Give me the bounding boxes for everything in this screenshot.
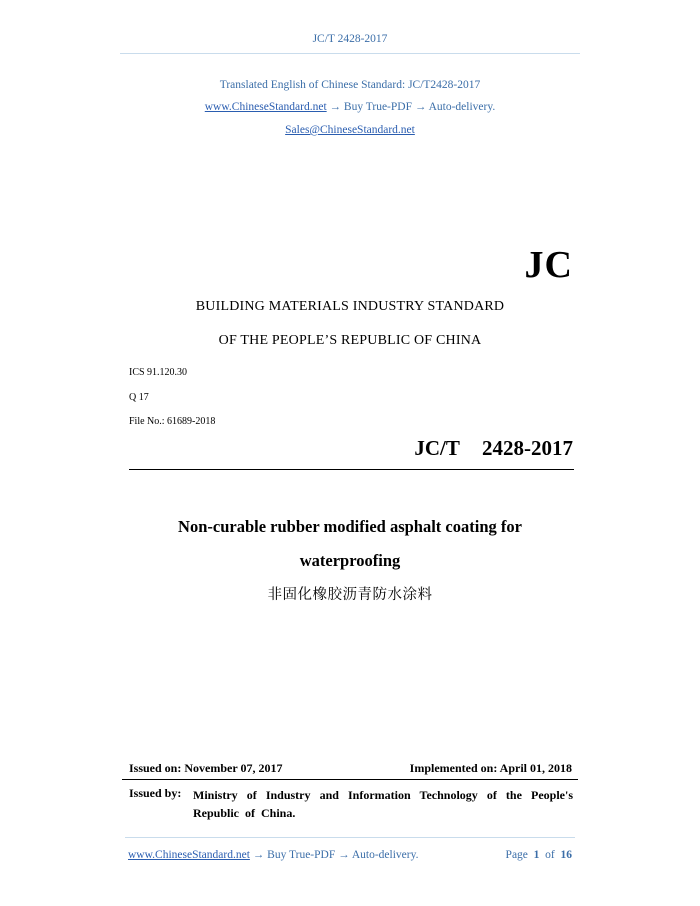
email-line [0, 124, 700, 136]
standard-code-mark: JC [524, 244, 573, 286]
page-current: 1 [533, 849, 540, 861]
page-total: 16 [560, 849, 572, 861]
page-of: of [545, 849, 555, 861]
footer-link-line [128, 849, 418, 861]
purchase-text: → Buy True-PDF → Auto-delivery. [326, 101, 496, 113]
implemented-on-date: Implemented on: April 01, 2018 [409, 761, 572, 775]
translation-notice: Translated English of Chinese Standard: JC/T2428-2017 [219, 79, 481, 91]
file-number: File No.: 61689-2018 [129, 416, 216, 427]
dates-divider [122, 779, 578, 780]
authority-line-2: OF THE PEOPLE’S REPUBLIC OF CHINA [218, 333, 482, 348]
page-word: Page [505, 849, 528, 861]
ics-code: ICS 91.120.30 [129, 367, 188, 378]
title-chinese: 非固化橡胶沥青防水涂料 [267, 587, 433, 603]
page-indicator [506, 849, 572, 861]
purchase-line [0, 101, 700, 113]
running-head: JC/T 2428-2017 [312, 33, 388, 45]
title-line-2: waterproofing [299, 551, 401, 570]
issued-on-date: Issued on: November 07, 2017 [129, 761, 283, 775]
footer-divider [125, 837, 575, 838]
header-divider [120, 53, 580, 54]
standard-number: JC/T 2428-2017 [414, 436, 573, 460]
authority-line-1: BUILDING MATERIALS INDUSTRY STANDARD [195, 299, 505, 314]
title-divider [129, 469, 574, 470]
footer-site-link[interactable]: www.ChineseStandard.net [128, 849, 250, 861]
email-link[interactable]: Sales@ChineseStandard.net [285, 124, 415, 136]
issued-by-text: Ministry of Industry and Information Technology of the People's Republic of China. [193, 788, 573, 820]
ccs-code: Q 17 [129, 392, 149, 403]
title-line-1: Non-curable rubber modified asphalt coating for [178, 517, 522, 536]
footer-purchase-text: → Buy True-PDF → Auto-delivery. [249, 849, 419, 861]
issued-by-label: Issued by: [129, 786, 182, 800]
site-link[interactable]: www.ChineseStandard.net [204, 101, 327, 113]
